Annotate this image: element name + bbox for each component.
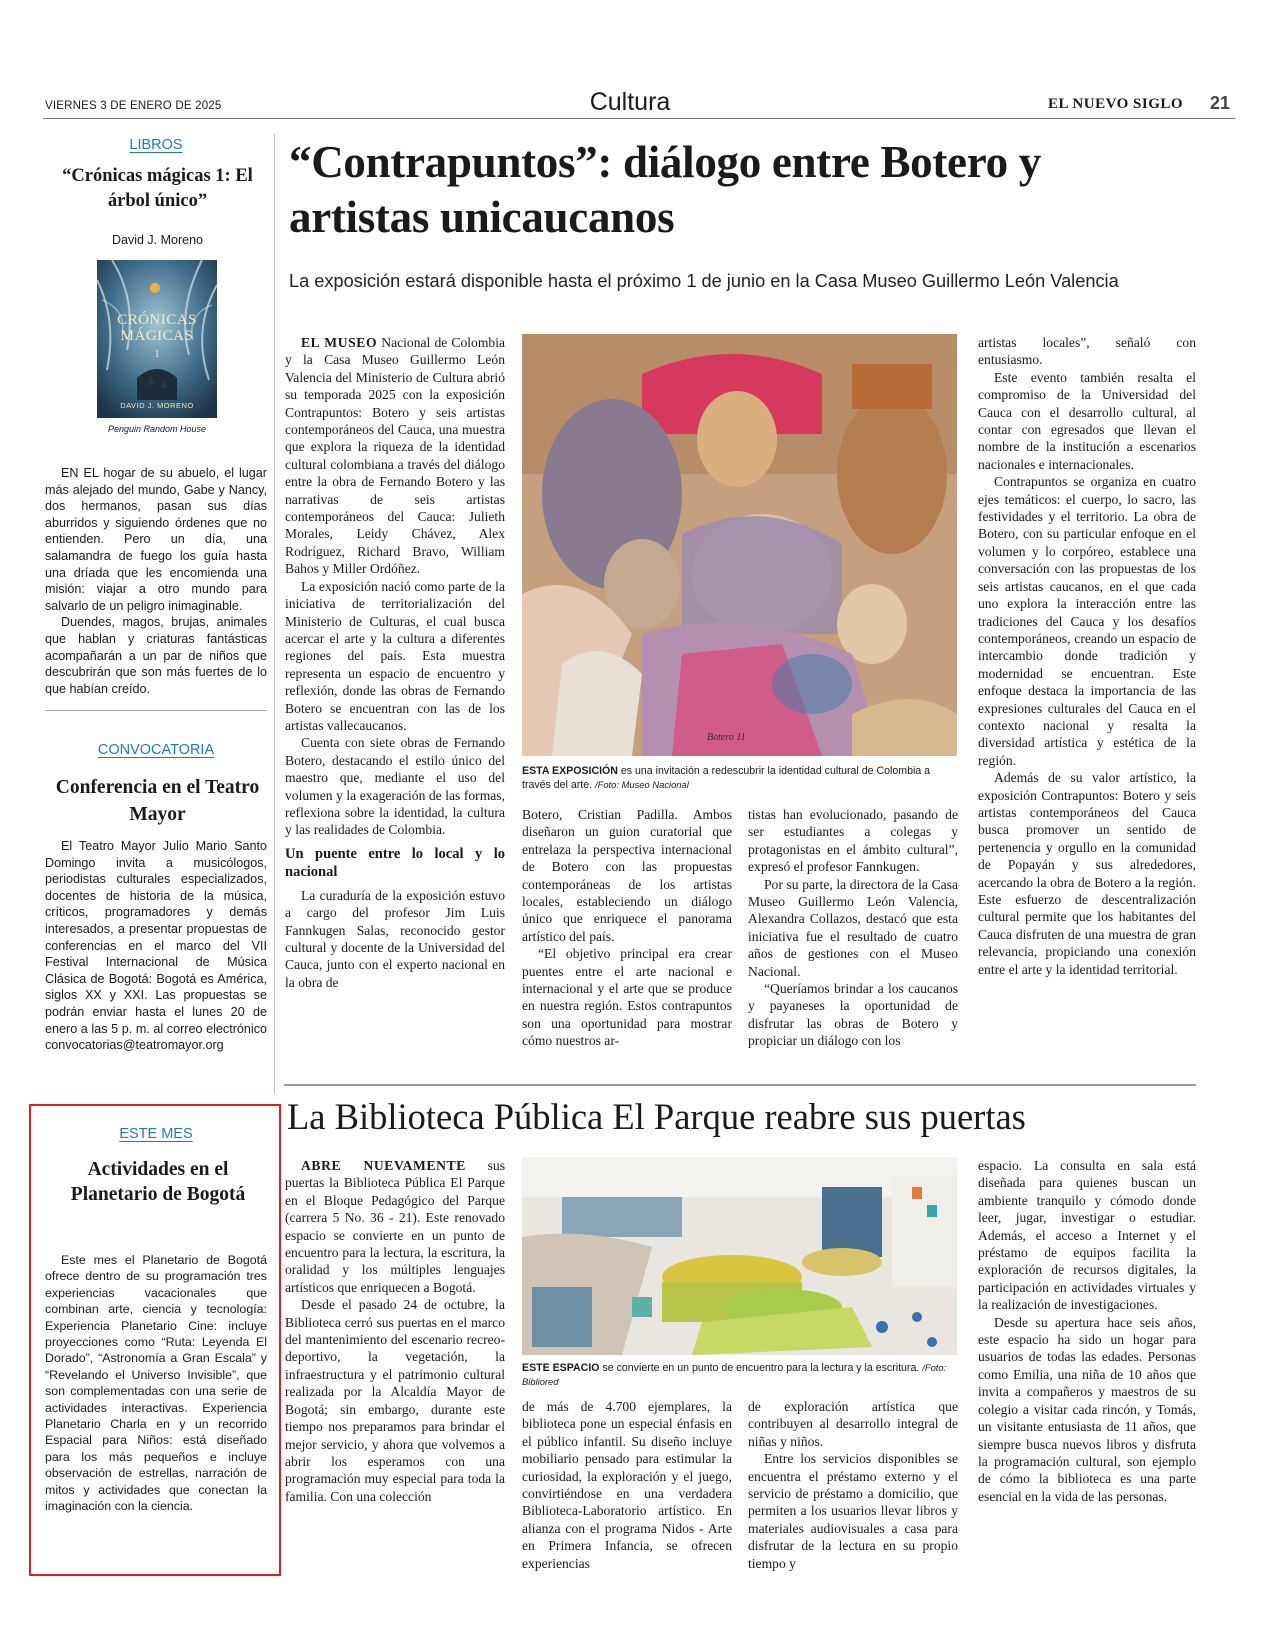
page-number: 21 [1210,93,1231,113]
article2-col4 [978,1157,1196,1505]
section-label-convocatoria: CONVOCATORIA [97,742,215,758]
article1-caption-text: es una invitación a redescubrir la identidad cultural de Colombia a través del arte. [522,765,931,791]
article1-col3-p2: Por su parte, la directora de la Casa Museo Guillermo León Valencia, Alexandra Collazos, destacó que esta iniciativa fue el resultado de cuatro años de gestiones con el Museo Nacional. [748,876,958,979]
book-review-p1: hogar de su abuelo, el lugar más alejado del mundo, Gabe y Nancy, dos hermanos, pasan sus días aburridos y siguiendo órdenes que no entienden. Pero un día, una salamandra de fuego los guía hasta una dríada que les encomienda una misión: viajar a otro mundo para salvarlo de un peligro inimaginable. [45,466,267,613]
sidebar-divider [274,134,275,1094]
section-label-este-mes: ESTE MES [119,1126,193,1142]
article2-photo-caption [522,1361,957,1389]
article2-col1 [285,1157,505,1505]
article2-col4-p1: espacio. La consulta en sala está diseñada para quienes buscan un ambiente tranquilo y cómodo donde leer, jugar, investigar o estudiar. Además, el acceso a Internet y el préstamo de equipos facilita la exploración de recursos digitales, la participación en actividades virtuales y la realización de investigaciones. [978,1158,1196,1313]
article1-col2-p1: Botero, Cristian Padilla. Ambos diseñaron un guion curatorial que entrelaza la perspectiva internacional de Botero con las propuestas contemporáneas de los artistas locales, estableciendo un diálogo único que enriquece el panorama artístico del país. [522,807,732,944]
article1-headline: “Contrapuntos”: diálogo entre Botero y artistas unicaucanos [289,137,1041,242]
article1-col4-p4: Además de su valor artístico, la exposición Contrapuntos: Botero y seis artistas contemporáneos del Cauca busca promover un sentido de pertenencia y orgullo en la comunidad de Popayán y sus alrededores, acercando la obra de Botero a la región. Este esfuerzo de descentralización cultural permite que los habitantes del Cauca disfruten de una muestra de gran relevancia, propiciando una conexión entre el arte y la identidad territorial. [978,770,1196,977]
article1-deck: La exposición estará disponible hasta el próximo 1 de junio en la Casa Museo Guillermo León Valencia [289,271,1119,291]
call-text [45,838,267,1054]
article1-p3: Cuenta con siete obras de Fernando Botero, destacando el estilo único del maestro que, mediante el uso del volumen y la exageración de las formas, reflexiona sobre la identidad, la cultura y las realidades de Colombia. [285,735,505,838]
library-interior [522,1157,957,1355]
article1-photo-caption [522,764,957,792]
article2-caption-text: se convierte en un punto de encuentro para la lectura y la escritura. [599,1362,923,1374]
issue-date: VIERNES 3 DE ENERO DE 2025 [45,100,222,112]
article1-col4 [978,334,1196,978]
article2-headline: La Biblioteca Pública El Parque reabre sus puertas [287,1096,1026,1137]
article1-lead: EL MUSEO [301,335,378,350]
book-title: “Crónicas mágicas 1: El árbol único” [62,166,253,211]
masthead-brand: EL NUEVO SIGLO [1048,96,1184,112]
book-review-lead: EN EL [61,466,99,480]
article2-col4-p2: Desde su apertura hace seis años, este espacio ha sido un hogar para usuarios de todas las edades. Personas como Emilia, una niña de 10 años que invita a compañeros y maestros de su colegio a visitar cada rincón, y Tomás, un visitante entusiasta de 11 años, que siempre busca nuevos libros y disfruta la programación cultural, son ejemplo de cómo la biblioteca es una parte esencial en la vida de las personas. [978,1314,1196,1504]
article1-p2: La exposición nació como parte de la iniciativa de territorialización del Ministerio de Culturas, el cual busca acercar el arte y la cultura a diferentes regiones del país. Esta muestra representa un espacio de encuentro y reflexión, donde las obras de Fernando Botero se encuentran con las de los artistas vallecaucanos. [285,578,505,733]
article2-lead: ABRE NUEVAMENTE [301,1158,466,1173]
article2-caption-lead: ESTE ESPACIO [522,1362,600,1374]
month-text [45,1252,267,1515]
book-review-p2: Duendes, magos, brujas, animales que hablan y criaturas fantásticas acompañarán a un par de niños que descubrirán que son más fuertes de lo que habían creído. [45,615,267,696]
article1-p1: Nacional de Colombia y la Casa Museo Guillermo León Valencia del Ministerio de Cultura abrió su temporada 2025 con la exposición Contrapuntos: Botero y seis artistas contemporáneos del Cauca, una muestra que explora la riqueza de la identidad cultural colombiana a través del diálogo entre la obra de Fernando Botero y las narrativas de seis artistas contemporáneos del Cauca: Julieth Morales, Leidy Chávez, Alex Rodríguez, Richard Bravo, William Bahos y Miller Ordóñez. [285,335,505,577]
article1-col3-p3: “Queríamos brindar a los caucanos y payaneses la oportunidad de disfrutar las obras de Botero y propiciar un diálogo con los [748,981,958,1049]
call-body: El Teatro Mayor Julio Mario Santo Domingo invita a musicólogos, periodistas culturales especializados, docentes de historia de la música, críticos, programadores y demás interesados, a presentar propuestas de conferencias en el marco del VII Festival Internacional de Música Clásica de Bogotá: Bogotá es América, siglos XX y XXI. Las propuestas se podrán enviar hasta el lunes 20 de enero a las 5 p. m. al correo electrónico convocatorias@teatromayor.org [45,839,267,1053]
article1-photo-credit: /Foto: Museo Nacional [595,779,689,790]
article1-subhead: Un puente entre lo local y lo nacional [285,845,505,880]
article2-col3-p2: Entre los servicios disponibles se encuentra el préstamo externo y el servicio de préstamo a domicilio, que permiten a los usuarios llevar libros y materiales audiovisuales a casa para disfrutar de la lectura en su propio tiempo y [748,1451,958,1571]
article1-col2 [522,806,732,1050]
masthead-logo [1048,96,1183,113]
article1-caption-lead: ESTA EXPOSICIÓN [522,765,618,777]
article1-photo [522,334,957,756]
article2-p2: Desde el pasado 24 de octubre, la Biblioteca cerró sus puertas en el marco del mantenimiento del escenario recreo-deportivo, la vegetación, la infraestructura y el patrimonio cultural realizada por la Alcaldía Mayor de Bogotá; sin embargo, durante este tiempo nos preparamos para brindar el mejor servicio, y ahora que volvemos a abrir los esperamos con una programación muy especial para toda la familia. Con una colección [285,1297,505,1504]
article2-p1: sus puertas la Biblioteca Pública El Parque en el Bloque Pedagógico del Parque (carrera 5 No. 36 - 21). Este renovado espacio se convierte en un punto de encuentro para la lectura, la escritura, la oralidad y los múltiples lenguajes artísticos que enriquecen a Bogotá. [285,1158,505,1295]
book-cover-title: CRÓNICAS MÁGICAS [117,312,197,344]
article2-col3-p1: de exploración artística que contribuyen al desarrollo integral de niñas y niños. [748,1399,958,1449]
book-cover-image [97,260,217,418]
article2-photo [522,1157,957,1355]
botero-painting [522,334,957,756]
article2-col3 [748,1398,958,1572]
article1-col4-p1: artistas locales”, señaló con entusiasmo. [978,335,1196,368]
call-title: Conferencia en el Teatro Mayor [55,777,260,825]
article1-col3 [748,806,958,1050]
month-title: Actividades en el Planetario de Bogotá [70,1159,246,1205]
book-author: David J. Moreno [111,233,203,247]
header-rule [43,118,1235,119]
article1-col3-p1: tistas han evolucionado, pasando de ser estudiantes a colegas y protagonistas en el ámbito cultural”, expresó el profesor Fannkugen. [748,807,958,875]
book-cover-number: 1 [154,348,160,360]
section-label-libros: LIBROS [129,137,183,153]
article2-photo-credit: /Foto: Bibliored [522,1362,947,1387]
month-body: Este mes el Planetario de Bogotá ofrece dentro de su programación tres experiencias vacacionales que combinan arte, ciencia y tecnología: Experiencia Planetario Cine: incluye proyecciones como “Ruta: Leyenda El Dorado”, “Astronomía a Gran Escala” y “Revelando el Universo Invisible”, que son complementadas con una serie de actividades interactivas. Experiencia Planetario Charla en y un recorrido Espacial para Niños: está diseñado para los más pequeños e incluye observación de estrellas, narración de mitos y actividades que conectan la imaginación con la ciencia. [45,1253,267,1514]
book-review-text [45,465,267,697]
article2-col2 [522,1398,732,1572]
article2-col2-p1: de más de 4.700 ejemplares, la biblioteca pone un especial énfasis en el público infantil. Su diseño incluye mobiliario pensado para estimular la curiosidad, la exploración y el juego, convirtiéndose en una verdadera Biblioteca-Laboratorio artístico. En alianza con el programa Nidos - Arte en Primera Infancia, se ofrecen experiencias [522,1399,732,1571]
section-name: Cultura [589,88,671,116]
article1-col2-p2: “El objetivo principal era crear puentes entre el arte nacional e internacional y el arte que se produce en nuestra región. Estos contrapuntos son una oportunidad para mostrar cómo nuestros ar- [522,946,732,1049]
article1-p4: La curaduría de la exposición estuvo a cargo del profesor Jim Luis Fannkugen Salas, reconocido gestor cultural y docente de la Universidad del Cauca, junto con el experto nacional en la obra de [285,887,505,990]
book-cover-credit: Penguin Random House [107,424,207,434]
article-divider [284,1084,1196,1086]
sidebar-rule-1 [45,710,267,711]
painting-signature: Botero 11 [707,732,746,743]
article1-col1 [285,334,505,991]
article1-col4-p3: Contrapuntos se organiza en cuatro ejes temáticos: el cuerpo, lo sacro, las festividades y el territorio. La obra de Botero, con su particular enfoque en el volumen y lo corpóreo, establece una conversación con las propuestas de los seis artistas caucanos, en el que cada uno explora la interacción entre las tradiciones del Cauca y los desafíos contemporáneos, creando un espacio de intercambio donde tradición y modernidad se encuentran. Este enfoque destaca la importancia de las expresiones culturales del Cauca en el contexto nacional y resalta la diversidad artística y estética de la región. [978,474,1196,768]
article1-col4-p2: Este evento también resalta el compromiso de la Universidad del Cauca con el desarrollo cultural, al contar con egresados que llevan el nombre de la institución a escenarios nacionales e internacionales. [978,369,1196,472]
book-cover-author: DAVID J. MORENO [120,401,194,410]
